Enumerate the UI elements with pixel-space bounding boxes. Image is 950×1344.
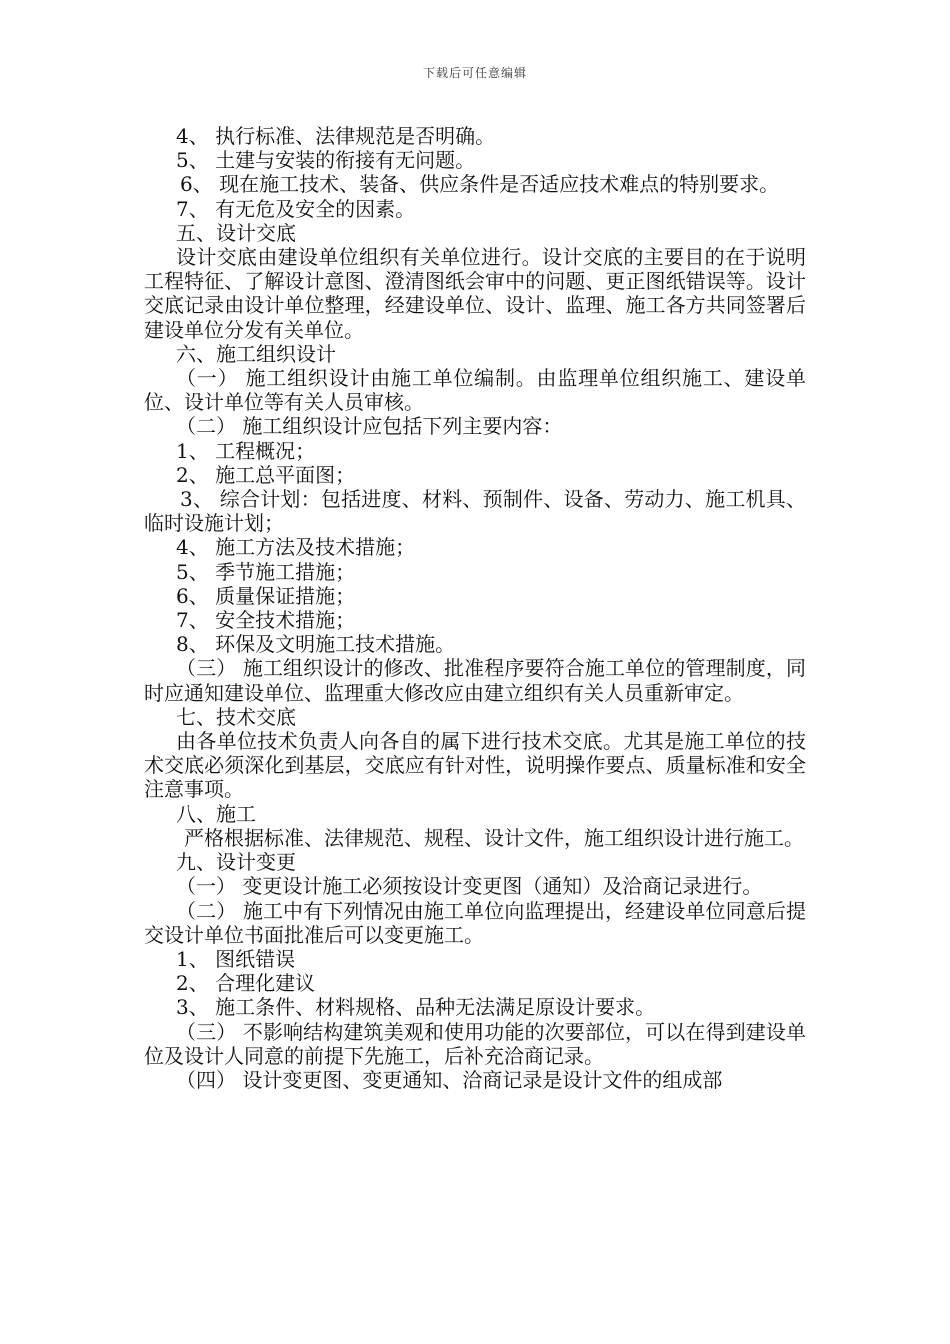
paragraph: （二） 施工中有下列情况由施工单位向监理提出，经建设单位同意后提交设计单位书面批准后可以变更施工。	[144, 898, 806, 947]
paragraph: 6、 现在施工技术、装备、供应条件是否适应技术难点的特别要求。	[180, 172, 780, 197]
paragraph: 4、 执行标准、法律规范是否明确。	[176, 124, 496, 148]
paragraph: 七、技术交底	[176, 704, 296, 729]
paragraph: 八、施工	[176, 801, 256, 826]
paragraph: 严格根据标准、法律规范、规程、设计文件，施工组织设计进行施工。	[184, 825, 804, 850]
paragraph: 设计交底由建设单位组织有关单位进行。设计交底的主要目的在于说明工程特征、了解设计意图、澄清图纸会审中的问题、更正图纸错误等。设计交底记录由设计单位整理，经建设单位、设计、监理、施工各方共同签署后建设单位分发有关单位。	[144, 245, 806, 342]
paragraph: 五、设计交底	[176, 220, 296, 245]
paragraph: （三） 不影响结构建筑美观和使用功能的次要部位，可以在得到建设单位及设计人同意的前提下先施工，后补充洽商记录。	[144, 1019, 806, 1068]
paragraph: 2、 合理化建议	[176, 971, 316, 996]
paragraph: （一） 施工组织设计由施工单位编制。由监理单位组织施工、建设单位、设计单位等有关人员审核。	[144, 366, 806, 415]
page-header-note: 下载后可任意编辑	[422, 66, 527, 80]
paragraph: 九、设计变更	[176, 850, 296, 875]
paragraph: 1、 图纸错误	[176, 946, 296, 971]
paragraph: 由各单位技术负责人向各自的属下进行技术交底。尤其是施工单位的技术交底必须深化到基层，交底应有针对性，说明操作要点、质量标准和安全注意事项。	[144, 729, 806, 802]
paragraph: （一） 变更设计施工必须按设计变更图（通知）及洽商记录进行。	[176, 874, 763, 899]
document-body	[144, 124, 806, 1092]
paragraph: 2、 施工总平面图；	[176, 462, 356, 487]
paragraph: （二） 施工组织设计应包括下列主要内容：	[176, 414, 563, 439]
paragraph: 7、 安全技术措施；	[176, 608, 356, 633]
paragraph: 3、 施工条件、材料规格、品种无法满足原设计要求。	[176, 995, 656, 1020]
paragraph: （四） 设计变更图、变更通知、洽商记录是设计文件的组成部	[176, 1067, 723, 1092]
paragraph: （三） 施工组织设计的修改、批准程序要符合施工单位的管理制度，同时应通知建设单位、监理重大修改应由建立组织有关人员重新审定。	[144, 656, 806, 705]
paragraph: 6、 质量保证措施；	[176, 583, 356, 608]
paragraph: 六、施工组织设计	[176, 341, 336, 366]
paragraph: 1、 工程概况；	[176, 438, 316, 463]
paragraph: 5、 土建与安装的衔接有无问题。	[176, 148, 476, 173]
paragraph: 4、 施工方法及技术措施；	[176, 535, 416, 560]
paragraph: 5、 季节施工措施；	[176, 559, 356, 584]
paragraph: 7、 有无危及安全的因素。	[176, 196, 416, 221]
paragraph: 3、 综合计划：包括进度、材料、预制件、设备、劳动力、施工机具、临时设施计划；	[144, 487, 806, 536]
paragraph: 8、 环保及文明施工技术措施。	[176, 632, 456, 657]
